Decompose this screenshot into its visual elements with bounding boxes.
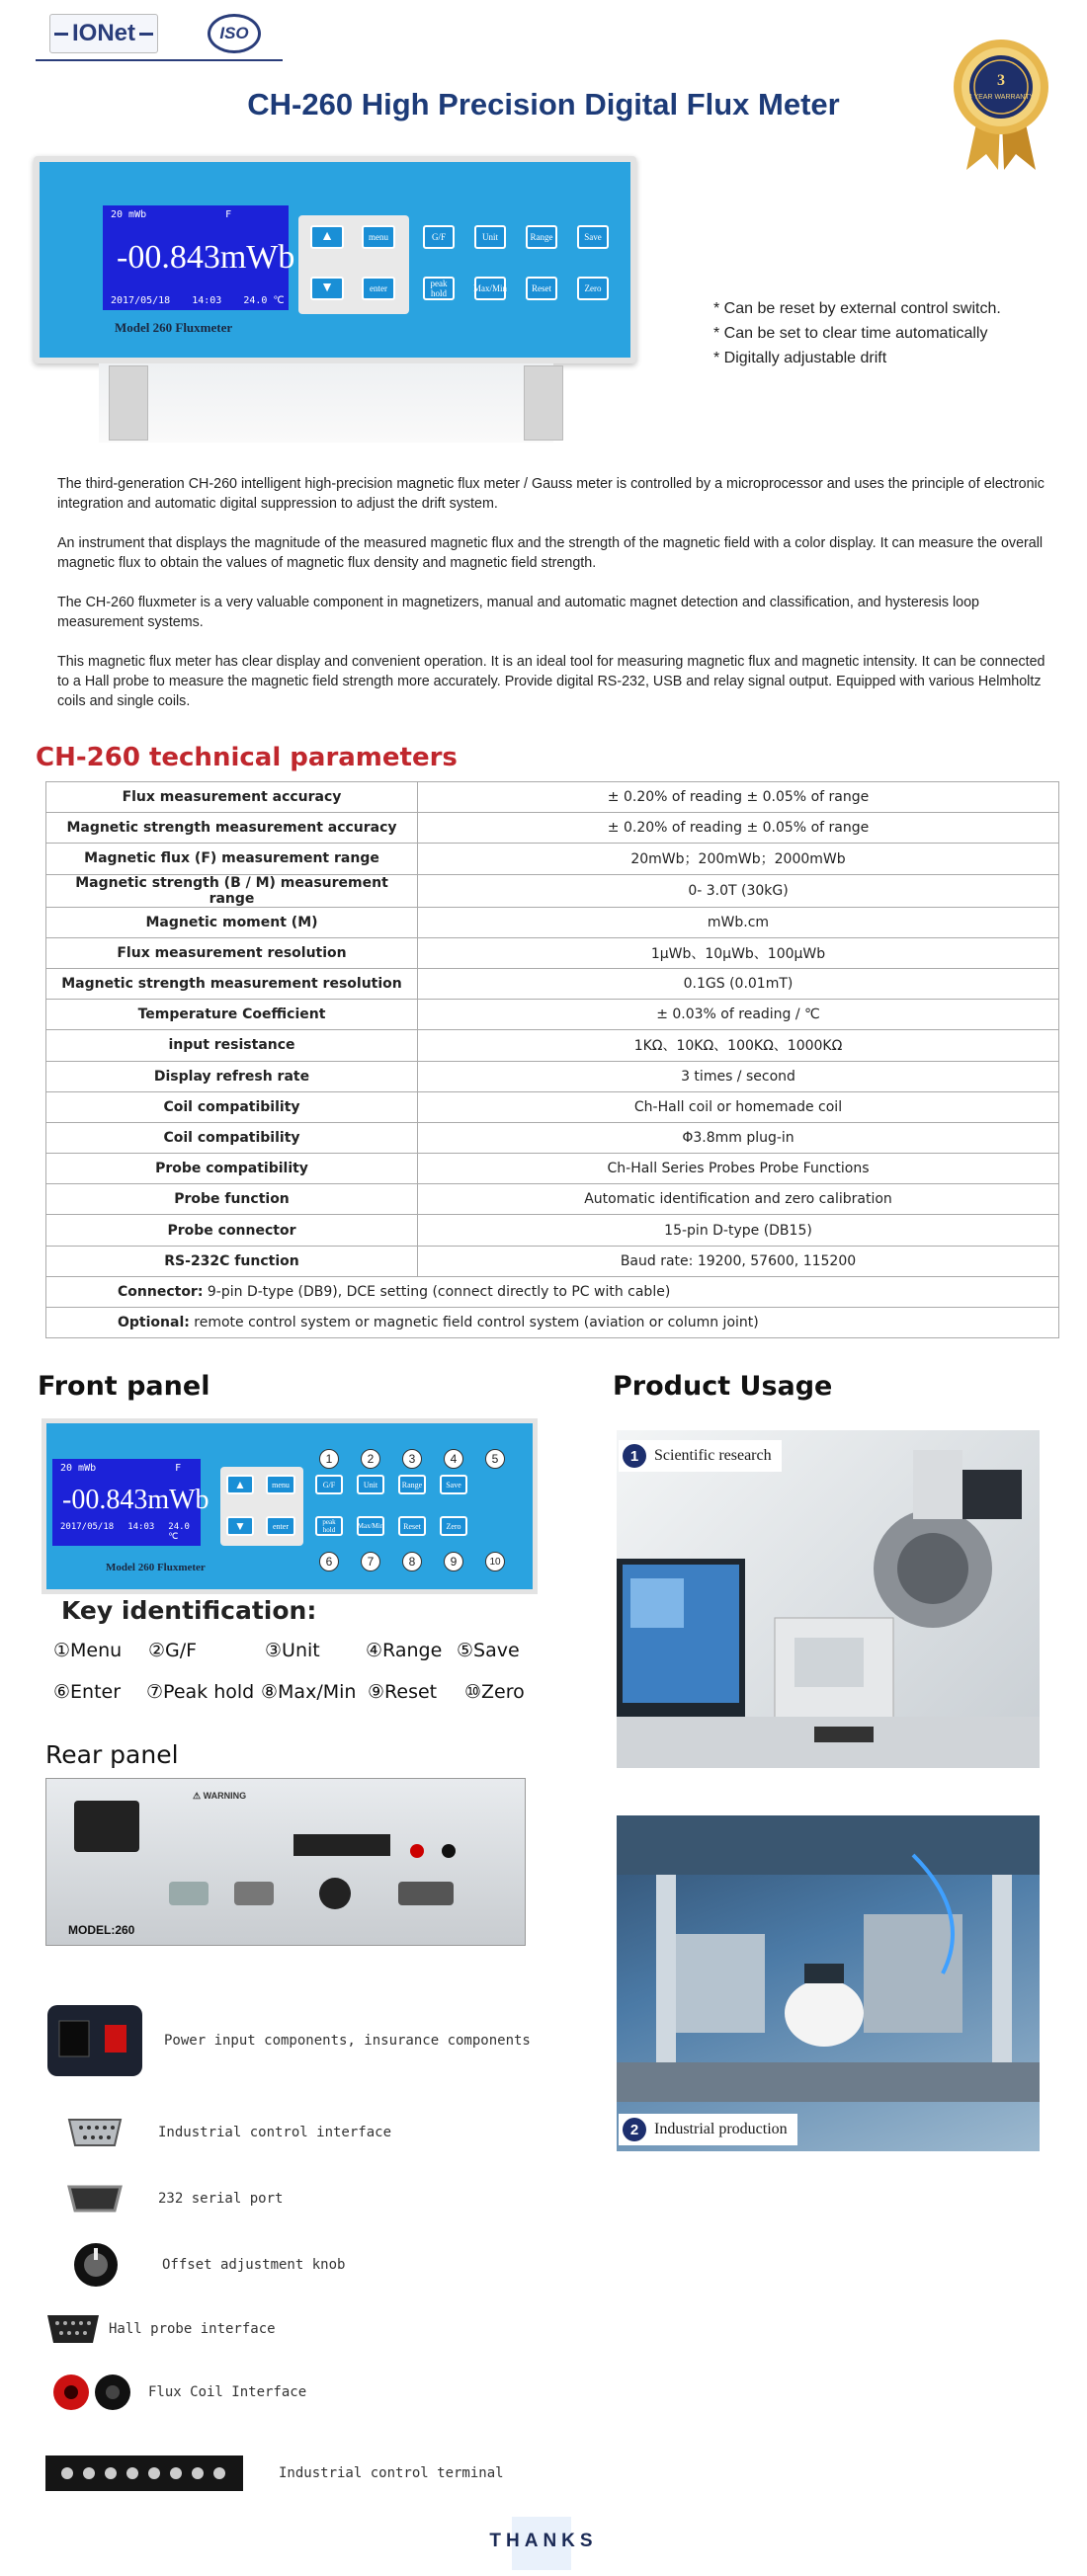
key-id-save: ⑤Save bbox=[457, 1640, 520, 1661]
knob-icon bbox=[319, 1878, 351, 1909]
zero-key[interactable]: Zero bbox=[577, 277, 609, 300]
enter-key[interactable]: enter bbox=[362, 277, 395, 300]
front-keypad bbox=[220, 1467, 303, 1546]
table-row bbox=[46, 937, 1059, 968]
table-row bbox=[46, 1030, 1059, 1061]
power-input-icon bbox=[45, 2003, 144, 2078]
table-row bbox=[46, 1246, 1059, 1276]
usage-number: 2 bbox=[623, 2118, 646, 2141]
param-value: 1KΩ、10KΩ、100KΩ、1000KΩ bbox=[418, 1030, 1059, 1061]
thanks-text: THANKS bbox=[489, 2531, 598, 2551]
component-label: Hall probe interface bbox=[109, 2321, 276, 2337]
usage-caption bbox=[619, 1440, 782, 1472]
key-number: 5 bbox=[485, 1449, 505, 1469]
keypad bbox=[298, 215, 409, 314]
component-label: Power input components, insurance components bbox=[164, 2033, 531, 2049]
industrial-photo bbox=[617, 1815, 1040, 2151]
table-row bbox=[46, 1215, 1059, 1246]
param-name: Probe connector bbox=[46, 1215, 418, 1246]
db9-port-icon bbox=[169, 1882, 209, 1905]
table-row bbox=[46, 1091, 1059, 1122]
component-serial-port bbox=[65, 2183, 283, 2214]
lcd-reading: -00.843mWb bbox=[62, 1485, 209, 1515]
key-number: 4 bbox=[444, 1449, 463, 1469]
table-row bbox=[46, 782, 1059, 813]
param-value: mWb.cm bbox=[418, 907, 1059, 937]
param-value: 3 times / second bbox=[418, 1061, 1059, 1091]
lcd-mode: F bbox=[225, 209, 232, 220]
component-label: 232 serial port bbox=[158, 2191, 284, 2207]
lcd-mode: F bbox=[175, 1463, 182, 1474]
feature-item: * Can be set to clear time automatically bbox=[713, 325, 988, 342]
component-flux-coil bbox=[51, 2373, 306, 2412]
table-row bbox=[46, 813, 1059, 844]
peak-hold-key[interactable]: peak hold bbox=[315, 1516, 343, 1536]
component-terminal bbox=[45, 2454, 504, 2493]
param-name: Coil compatibility bbox=[46, 1122, 418, 1153]
component-offset-knob bbox=[71, 2240, 345, 2290]
lcd-time: 14:03 bbox=[192, 295, 222, 306]
black-binding-post-icon bbox=[442, 1844, 456, 1858]
param-name: Probe compatibility bbox=[46, 1154, 418, 1184]
param-value: 0- 3.0T (30kG) bbox=[418, 874, 1059, 907]
enter-key[interactable]: enter bbox=[266, 1516, 295, 1536]
param-value: ± 0.03% of reading / ℃ bbox=[418, 1000, 1059, 1030]
hall-probe-port-icon bbox=[45, 2311, 101, 2347]
db9-connector-icon bbox=[65, 2116, 125, 2149]
param-name: Coil compatibility bbox=[46, 1091, 418, 1122]
table-row bbox=[46, 1061, 1059, 1091]
param-value: 0.1GS (0.01mT) bbox=[418, 968, 1059, 999]
lcd-range: 20 mWb bbox=[60, 1463, 97, 1474]
key-id-enter: ⑥Enter bbox=[53, 1681, 122, 1703]
page-title: CH-260 High Precision Digital Flux Meter bbox=[247, 87, 840, 121]
front-panel-image bbox=[42, 1418, 538, 1594]
key-id-zero: ⑩Zero bbox=[464, 1681, 525, 1703]
key-number: 6 bbox=[319, 1552, 339, 1571]
usage-caption bbox=[619, 2114, 797, 2145]
range-key[interactable]: Range bbox=[526, 225, 557, 249]
gf-key[interactable]: G/F bbox=[315, 1475, 343, 1494]
lcd-display bbox=[103, 205, 295, 310]
menu-key[interactable]: menu bbox=[362, 225, 395, 249]
component-label: Industrial control interface bbox=[158, 2125, 392, 2140]
db15-port-icon bbox=[398, 1882, 454, 1905]
component-label: Flux Coil Interface bbox=[148, 2384, 307, 2400]
lcd-reading: -00.843mWb bbox=[117, 239, 295, 276]
param-name: Magnetic flux (F) measurement range bbox=[46, 844, 418, 874]
table-row bbox=[46, 1276, 1059, 1307]
key-number: 3 bbox=[402, 1449, 422, 1469]
key-id-reset: ⑨Reset bbox=[368, 1681, 438, 1703]
param-name: Display refresh rate bbox=[46, 1061, 418, 1091]
production-line-illustration-icon bbox=[617, 1815, 1040, 2151]
red-binding-post-icon bbox=[410, 1844, 424, 1858]
usage-label: Industrial production bbox=[654, 2121, 788, 2137]
table-row bbox=[46, 907, 1059, 937]
table-row bbox=[46, 1122, 1059, 1153]
table-row bbox=[46, 1154, 1059, 1184]
up-arrow-icon[interactable]: ▲ bbox=[310, 225, 344, 249]
param-value: Baud rate: 19200, 57600, 115200 bbox=[418, 1246, 1059, 1276]
lcd-time: 14:03 bbox=[127, 1522, 155, 1532]
param-value: ± 0.20% of reading ± 0.05% of range bbox=[418, 782, 1059, 813]
serial-port-icon bbox=[65, 2183, 125, 2214]
lcd-date: 2017/05/18 bbox=[111, 295, 171, 306]
intro-paragraph: The CH-260 fluxmeter is a very valuable component in magnetizers, manual and automatic magnet detection and classification, and hysteresis loop measurement systems. bbox=[57, 595, 979, 630]
connector-label: Connector: bbox=[118, 1283, 204, 1300]
offset-knob-icon bbox=[71, 2240, 121, 2290]
unit-key[interactable]: Unit bbox=[474, 225, 506, 249]
svg-text:3: 3 bbox=[997, 72, 1005, 89]
component-label: Offset adjustment knob bbox=[162, 2257, 346, 2273]
lcd-range: 20 mWb bbox=[111, 209, 147, 220]
iso-logo: ISO bbox=[208, 14, 261, 53]
unit-key[interactable]: Unit bbox=[357, 1475, 384, 1494]
param-name: Magnetic moment (M) bbox=[46, 907, 418, 937]
param-value: Φ3.8mm plug-in bbox=[418, 1122, 1059, 1153]
reset-key[interactable]: Reset bbox=[398, 1516, 426, 1536]
terminal-strip-icon bbox=[293, 1834, 390, 1856]
component-label: Industrial control terminal bbox=[279, 2465, 504, 2481]
rear-panel-image bbox=[45, 1778, 526, 1946]
logo-text: IONet bbox=[71, 20, 135, 46]
feature-item: * Can be reset by external control switch. bbox=[713, 300, 1001, 317]
optional-label: Optional: bbox=[118, 1315, 190, 1331]
intro-paragraph: The third-generation CH-260 intelligent high-precision magnetic flux meter / Gauss meter is controlled by a microprocessor and uses the principle of electronic integration and automatic digital suppression to adjust the drift system. bbox=[57, 476, 1045, 512]
up-arrow-icon[interactable]: ▲ bbox=[226, 1475, 254, 1494]
param-name: Magnetic strength measurement resolution bbox=[46, 968, 418, 999]
front-panel-title: Front panel bbox=[38, 1371, 210, 1402]
key-id-peak-hold: ⑦Peak hold bbox=[146, 1681, 255, 1703]
table-row bbox=[46, 1308, 1059, 1338]
usage-label: Scientific research bbox=[654, 1447, 772, 1464]
peak-hold-key[interactable]: peak hold bbox=[423, 277, 455, 300]
lcd-temp: 24.0 ℃ bbox=[243, 295, 285, 306]
save-key[interactable]: Save bbox=[440, 1475, 467, 1494]
key-id-menu: ①Menu bbox=[53, 1640, 123, 1661]
intro-paragraph: This magnetic flux meter has clear display and convenient operation. It is an ideal tool for measuring magnetic flux and magnetic intensity. It can be connected to a Hall probe to measure the magnetic field strength more accurately. Provide digital RS-232, USB and relay signal output. Equipped with various Helmholtz coils and single coils. bbox=[57, 654, 1045, 709]
key-number: 2 bbox=[361, 1449, 380, 1469]
param-name: Magnetic strength (B / M) measurement range bbox=[46, 874, 418, 907]
param-value: 20mWb；200mWb；2000mWb bbox=[418, 844, 1059, 874]
warning-text: WARNING bbox=[203, 1791, 247, 1801]
intro-text bbox=[57, 474, 1045, 731]
down-arrow-icon[interactable]: ▼ bbox=[310, 277, 344, 300]
research-photo bbox=[617, 1430, 1040, 1768]
key-id-max-min: ⑧Max/Min bbox=[261, 1681, 357, 1703]
key-number: 9 bbox=[444, 1552, 463, 1571]
left-foot bbox=[109, 365, 148, 441]
usage-title: Product Usage bbox=[613, 1371, 833, 1402]
param-name: Magnetic strength measurement accuracy bbox=[46, 813, 418, 844]
zero-key[interactable]: Zero bbox=[440, 1516, 467, 1536]
rs232-port-icon bbox=[234, 1882, 274, 1905]
param-name: Probe function bbox=[46, 1184, 418, 1215]
table-row bbox=[46, 1184, 1059, 1215]
max-min-key[interactable]: Max/Min bbox=[357, 1516, 384, 1536]
model-label: Model 260 Fluxmeter bbox=[115, 320, 233, 335]
component-industrial-interface bbox=[65, 2116, 391, 2149]
param-value: Ch-Hall Series Probes Probe Functions bbox=[418, 1154, 1059, 1184]
key-number: 7 bbox=[361, 1552, 380, 1571]
key-number: 1 bbox=[319, 1449, 339, 1469]
rear-panel-title: Rear panel bbox=[45, 1740, 179, 1769]
flux-meter-device bbox=[34, 156, 636, 363]
intro-paragraph: An instrument that displays the magnitude of the measured magnetic flux and the strength of the magnetic field with a color display. It can measure the overall magnetic flux to obtain the values of magnetic flux density and magnetic field strength. bbox=[57, 535, 1044, 571]
flux-coil-connector-icon bbox=[51, 2373, 134, 2412]
params-title: CH-260 technical parameters bbox=[36, 743, 458, 772]
device-stand bbox=[99, 363, 553, 443]
param-name: Flux measurement accuracy bbox=[46, 782, 418, 813]
menu-key[interactable]: menu bbox=[266, 1475, 295, 1494]
table-row bbox=[46, 874, 1059, 907]
microscope-illustration-icon bbox=[617, 1430, 1040, 1768]
key-number: 8 bbox=[402, 1552, 422, 1571]
key-id-unit: ③Unit bbox=[265, 1640, 320, 1661]
feature-list bbox=[713, 296, 1001, 370]
param-value: Automatic identification and zero calibration bbox=[418, 1184, 1059, 1215]
component-hall-probe bbox=[45, 2311, 276, 2347]
usage-number: 1 bbox=[623, 1444, 646, 1468]
badge-text: 3 YEAR WARRANTY bbox=[967, 94, 1035, 101]
lcd-date: 2017/05/18 bbox=[60, 1522, 115, 1532]
param-name: RS-232C function bbox=[46, 1246, 418, 1276]
down-arrow-icon[interactable]: ▼ bbox=[226, 1516, 254, 1536]
key-identification-title: Key identification: bbox=[61, 1596, 317, 1625]
connector-value: 9-pin D-type (DB9), DCE setting (connect directly to PC with cable) bbox=[203, 1283, 671, 1300]
gf-key[interactable]: G/F bbox=[423, 225, 455, 249]
power-socket-icon bbox=[74, 1801, 139, 1852]
param-name: Flux measurement resolution bbox=[46, 937, 418, 968]
param-value: Ch-Hall coil or homemade coil bbox=[418, 1091, 1059, 1122]
warning-label: ⚠ WARNING bbox=[193, 1791, 247, 1801]
component-power bbox=[45, 2003, 531, 2078]
key-id-range: ④Range bbox=[366, 1640, 443, 1661]
model-label: Model 260 Fluxmeter bbox=[106, 1562, 206, 1573]
reset-key[interactable]: Reset bbox=[526, 277, 557, 300]
key-id-gf: ②G/F bbox=[148, 1640, 198, 1661]
param-name: Temperature Coefficient bbox=[46, 1000, 418, 1030]
table-row bbox=[46, 1000, 1059, 1030]
param-value: 15-pin D-type (DB15) bbox=[418, 1215, 1059, 1246]
ionet-logo bbox=[49, 14, 158, 53]
params-table bbox=[45, 781, 1059, 1338]
lcd-temp: 24.0 ℃ bbox=[168, 1522, 190, 1542]
table-row bbox=[46, 844, 1059, 874]
rear-model-label: MODEL:260 bbox=[68, 1923, 135, 1937]
front-lcd bbox=[52, 1459, 209, 1546]
param-name: input resistance bbox=[46, 1030, 418, 1061]
max-min-key[interactable]: Max/Min bbox=[474, 277, 506, 300]
terminal-block-icon bbox=[45, 2454, 243, 2493]
optional-value: remote control system or magnetic field control system (aviation or column joint) bbox=[189, 1315, 759, 1331]
key-number: 10 bbox=[485, 1552, 505, 1571]
param-value: ± 0.20% of reading ± 0.05% of range bbox=[418, 813, 1059, 844]
range-key[interactable]: Range bbox=[398, 1475, 426, 1494]
right-foot bbox=[524, 365, 563, 441]
save-key[interactable]: Save bbox=[577, 225, 609, 249]
feature-item: * Digitally adjustable drift bbox=[713, 350, 887, 366]
table-row bbox=[46, 968, 1059, 999]
param-value: 1μWb、10μWb、100μWb bbox=[418, 937, 1059, 968]
